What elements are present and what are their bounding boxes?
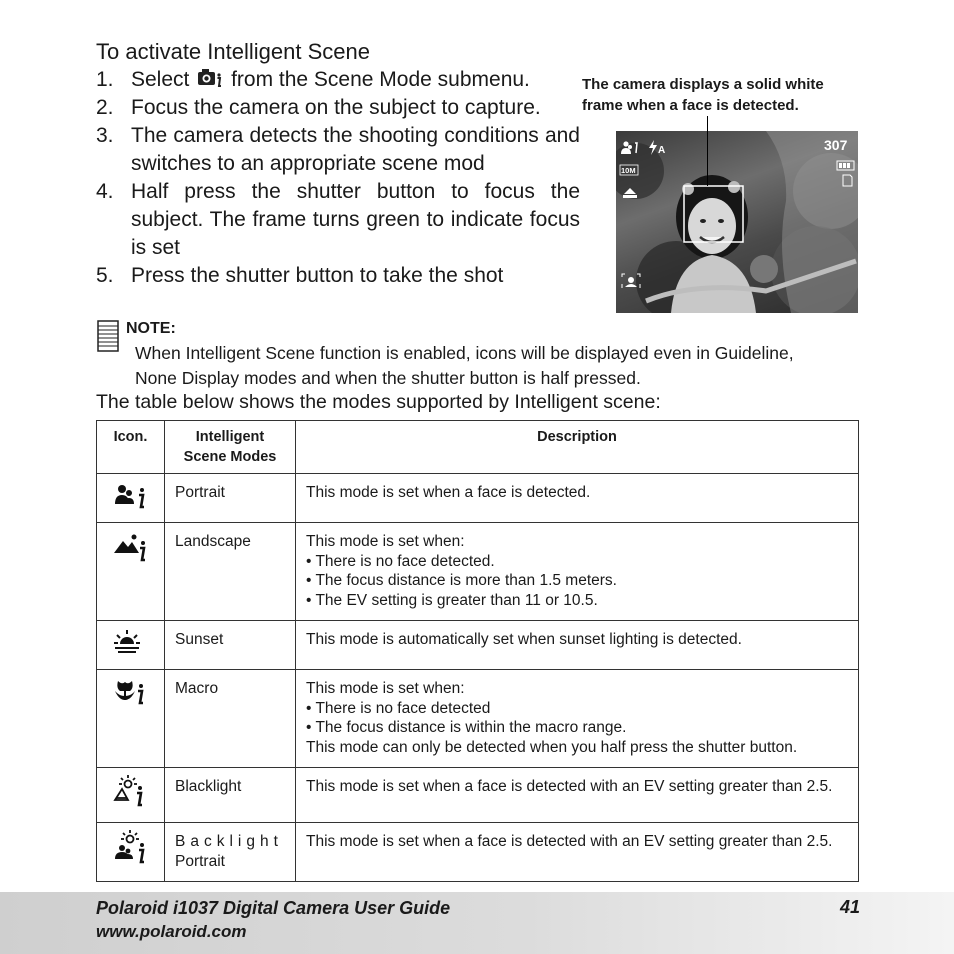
camera-screen-photo <box>616 131 858 313</box>
icon-cell <box>97 474 165 523</box>
icon-cell <box>97 670 165 768</box>
table-row <box>97 823 859 882</box>
mode-description: This mode is set when a face is detected. <box>296 474 859 523</box>
mode-name: Sunset <box>165 621 296 670</box>
mode-name: Landscape <box>165 523 296 621</box>
note-pad-icon <box>97 320 119 352</box>
table-header-row <box>97 421 859 474</box>
step-4 <box>96 178 580 262</box>
mode-description: This mode is set when: • There is no face detected • The focus distance is within the macro range. This mode can only be detected when you half press the shutter button. <box>296 670 859 768</box>
osd-flash-label: A <box>658 145 666 156</box>
table-intro: The table below shows the modes supported by Intelligent scene: <box>96 391 661 413</box>
callout-leader-line <box>707 116 708 186</box>
osd-shots-remaining: 307 <box>824 137 848 153</box>
sunset-icon <box>113 627 149 659</box>
page-number: 41 <box>839 897 860 917</box>
note-text <box>135 341 865 391</box>
step-number: 5. <box>96 264 114 287</box>
footer-guide-title: Polaroid i1037 Digital Camera User Guide <box>96 898 451 918</box>
backlight-i-icon <box>113 774 149 808</box>
step-text: Press the shutter button to take the shot <box>131 264 504 287</box>
mode-name: Backlight Portrait <box>165 823 296 882</box>
table-row <box>97 474 859 523</box>
icon-cell <box>97 823 165 882</box>
mode-description: This mode is set when a face is detected with an EV setting greater than 2.5. <box>296 823 859 882</box>
mode-name: Macro <box>165 670 296 768</box>
step-5 <box>96 262 580 290</box>
step-text: Half press the shutter button to focus the subject. The frame turns green to indicate focus is set <box>131 180 580 259</box>
intelligent-scene-modes-table <box>96 420 859 882</box>
note-title: NOTE: <box>126 320 176 337</box>
step-3 <box>96 122 580 178</box>
note-line-2: None Display modes and when the shutter button is half pressed. <box>135 368 641 388</box>
section-heading: To activate Intelligent Scene <box>96 39 370 64</box>
header-mode: Intelligent Scene Modes <box>165 421 296 474</box>
table-row <box>97 621 859 670</box>
step-text-before: Select <box>131 68 190 91</box>
osd-image-size: 10M <box>621 166 636 175</box>
table-row <box>97 523 859 621</box>
landscape-i-icon <box>113 529 149 563</box>
step-text: The camera detects the shooting conditions and switches to an appropriate scene mod <box>131 124 580 175</box>
mode-description: This mode is set when: • There is no face detected. • The focus distance is more than 1.5 meters. • The EV setting is greater than 11 or 10.5. <box>296 523 859 621</box>
step-number: 4. <box>96 180 114 203</box>
steps-list <box>96 66 580 290</box>
mode-name: Portrait <box>165 474 296 523</box>
icon-cell <box>97 523 165 621</box>
step-text-after: from the Scene Mode submenu. <box>231 68 530 91</box>
mode-description: This mode is set when a face is detected with an EV setting greater than 2.5. <box>296 768 859 823</box>
step-text: Focus the camera on the subject to capture. <box>131 96 541 119</box>
step-number: 2. <box>96 96 114 119</box>
step-2 <box>96 94 580 122</box>
camera-screen-illustration <box>616 131 858 313</box>
face-detection-callout <box>582 74 872 116</box>
footer-website-link[interactable]: www.polaroid.com <box>96 922 247 941</box>
header-icon: Icon. <box>97 421 165 474</box>
portrait-i-icon <box>113 480 149 512</box>
icon-cell <box>97 621 165 670</box>
step-number: 1. <box>96 68 114 91</box>
mode-name: Blacklight <box>165 768 296 823</box>
note-line-1: When Intelligent Scene function is enabled, icons will be displayed even in Guideline, <box>135 343 794 363</box>
callout-line-1: The camera displays a solid white <box>582 76 824 93</box>
intelligent-scene-camera-icon <box>197 67 223 89</box>
step-1 <box>96 66 580 94</box>
callout-line-2: frame when a face is detected. <box>582 97 799 114</box>
step-number: 3. <box>96 124 114 147</box>
backlight-portrait-i-icon <box>113 829 151 865</box>
macro-i-icon <box>113 676 149 708</box>
table-row <box>97 670 859 768</box>
header-description: Description <box>296 421 859 474</box>
table-row <box>97 768 859 823</box>
mode-description: This mode is automatically set when sunset lighting is detected. <box>296 621 859 670</box>
icon-cell <box>97 768 165 823</box>
